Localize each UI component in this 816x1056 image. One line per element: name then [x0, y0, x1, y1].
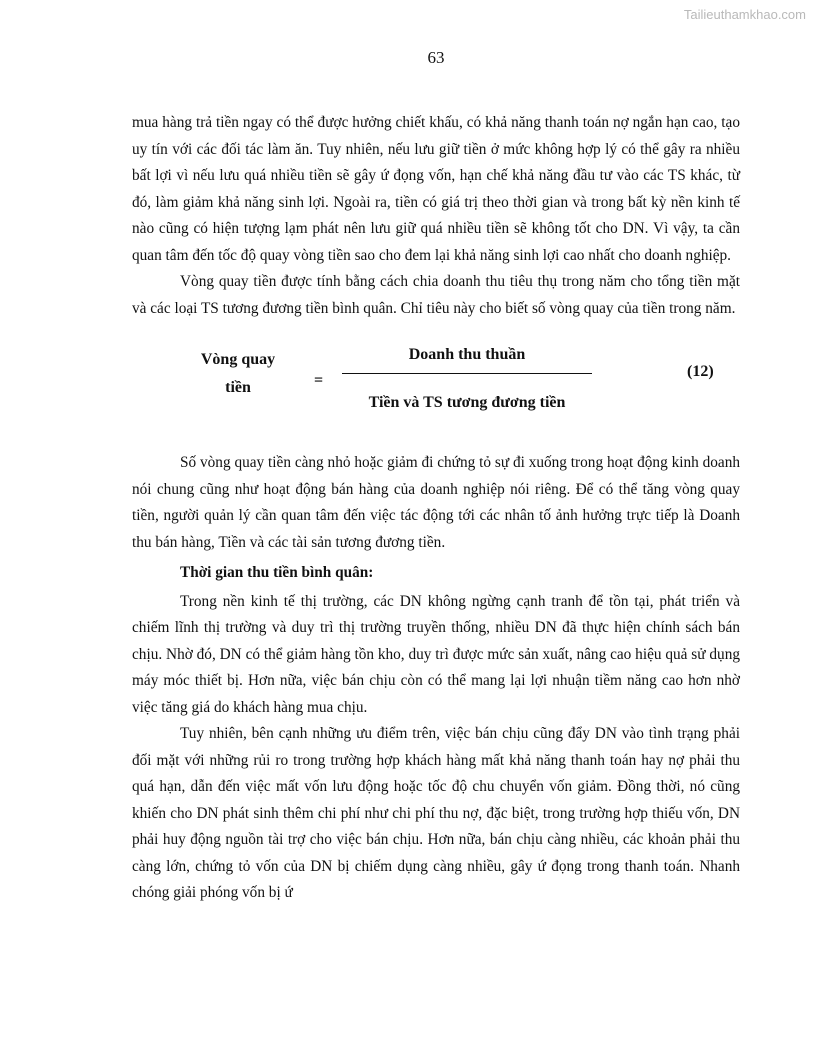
paragraph-continued: mua hàng trả tiền ngay có thể được hưởng chiết khấu, có khả năng thanh toán nợ ngắn hạn cao, tạo uy tín với các đối tác làm ăn. Tuy nhiên, nếu lưu giữ tiền ở mức không hợp lý có thể gây ra nhiều bất lợi vì nếu lưu quá nhiều tiền sẽ gây ứ đọng vốn, hạn chế khả năng đầu tư vào các TS khác, từ đó, làm giảm khả năng sinh lợi. Ngoài ra, tiền có giá trị theo thời gian và trong bất kỳ nền kinh tế nào cũng có hiện tượng lạm phát nên lưu giữ quá nhiều tiền sẽ không tốt cho DN. Vì vậy, ta cần quan tâm đến tốc độ quay vòng tiền sao cho đem lại khả năng sinh lợi cao nhất cho doanh nghiệp.	[132, 114, 740, 264]
watermark: Tailieuthamkhao.com	[683, 7, 806, 22]
section-heading: Thời gian thu tiền bình quân:	[180, 564, 374, 581]
page-number: 63	[427, 48, 445, 67]
formula-lhs	[188, 346, 288, 402]
document-body	[132, 110, 740, 907]
formula-equals-sign: =	[314, 372, 324, 389]
formula-denominator: Tiền và TS tương đương tiền	[368, 394, 566, 411]
paragraph-credit-sales: Trong nền kinh tế thị trường, các DN không ngừng cạnh tranh để tồn tại, phát triển và chiếm lĩnh thị trường và duy trì thị trường truyền thống, nhiều DN đã thực hiện chính sách bán chịu. Nhờ đó, DN có thể giảm hàng tồn kho, duy trì được mức sản xuất, nâng cao hiệu quả sử dụng máy móc thiết bị. Hơn nữa, việc bán chịu còn có thể mang lại lợi nhuận tiềm năng cao hơn nhờ việc tăng giá do khách hàng mua chịu.	[132, 592, 740, 716]
paragraph-credit-risks: Tuy nhiên, bên cạnh những ưu điểm trên, việc bán chịu cũng đẩy DN vào tình trạng phải đối mặt với những rủi ro trong trường hợp khách hàng mất khả năng thanh toán hay nợ phải thu quá hạn, dẫn đến việc mất vốn lưu động hoặc tốc độ chu chuyển vốn giảm. Đồng thời, nó cũng khiến cho DN phát sinh thêm chi phí như chi phí thu nợ, đặc biệt, trong trường hợp thiếu vốn, DN phải huy động nguồn tài trợ cho việc bán chịu. Hơn nữa, bán chịu càng nhiều, các khoản phải thu càng lớn, chứng tỏ vốn của DN bị chiếm dụng càng nhiều, gây ứ đọng trong thanh toán. Nhanh chóng giải phóng vốn bị ứ	[132, 725, 740, 901]
paragraph-turnover-interpretation: Số vòng quay tiền càng nhỏ hoặc giảm đi chứng tỏ sự đi xuống trong hoạt động kinh doanh nói chung cũng như hoạt động bán hàng của doanh nghiệp nói riêng. Để có thể tăng vòng quay tiền, người quản lý cần quan tâm đến việc tác động tới các nhân tố ảnh hưởng trực tiếp là Doanh thu bán hàng, Tiền và các tài sản tương đương tiền.	[132, 454, 740, 551]
paragraph-cash-turnover-definition: Vòng quay tiền được tính bằng cách chia doanh thu tiêu thụ trong năm cho tổng tiền mặt và các loại TS tương đương tiền bình quân. Chỉ tiêu này cho biết số vòng quay của tiền trong năm.	[132, 273, 740, 317]
formula-cash-turnover	[132, 332, 740, 444]
formula-lhs-line1: Vòng quay	[200, 351, 276, 368]
formula-numerator: Doanh thu thuần	[408, 346, 526, 363]
formula-lhs-line2: tiền	[225, 379, 251, 396]
formula-number: (12)	[687, 363, 714, 380]
formula-fraction-bar	[342, 373, 592, 374]
